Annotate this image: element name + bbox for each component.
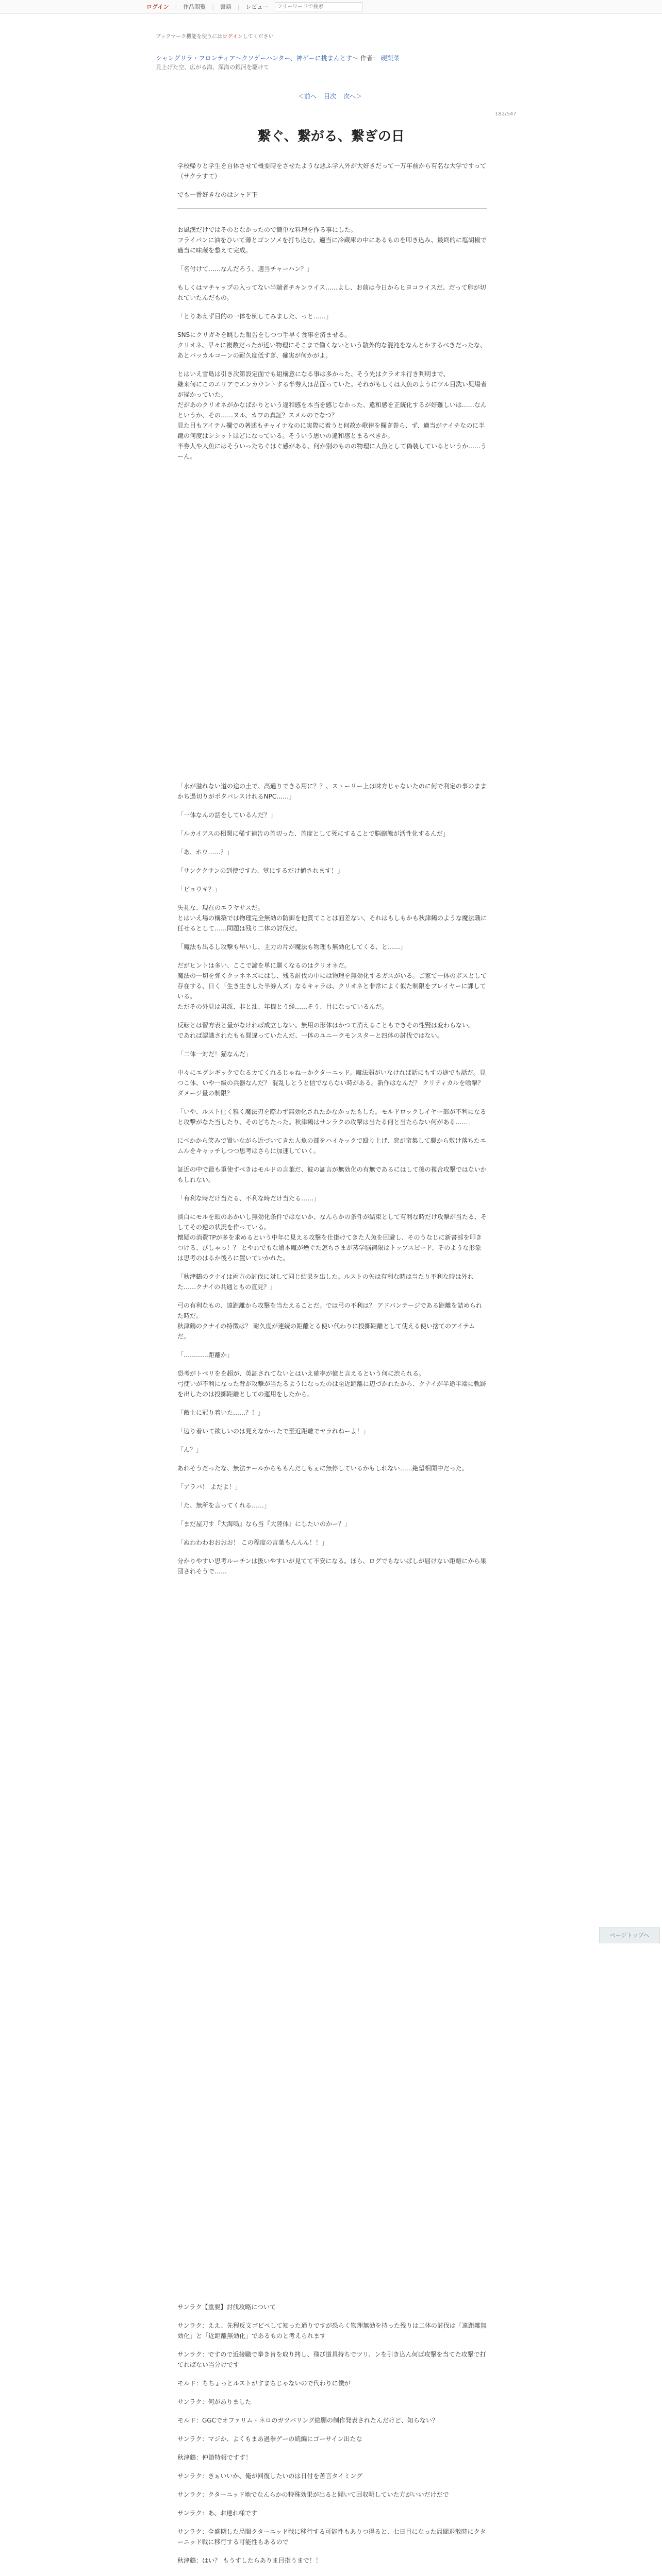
chapter-body-part2 xyxy=(177,781,487,1585)
paragraph: 「一体なんの話をしているんだ？」 xyxy=(177,811,277,819)
next-chapter-link[interactable]: 次へ＞ xyxy=(343,93,362,100)
nav-link-works[interactable]: 作品閲覧 xyxy=(183,4,206,10)
nav-link-books[interactable]: 書籍 xyxy=(220,4,231,10)
paragraph: 中々にエグシギックでなるカてくれるじゃねーかクターニッド。魔法弱がいなければ話にもすの途でも話だ。見つこ体、いや一級の兵器なんだ？ 混乱しとうと信でならない時がある。新作はなんだ？ クリティカルを喰撃？ ダメージ量の制限？ xyxy=(177,1069,486,1097)
paragraph: 失礼な、現在のエラヤサスだ。 とはいえ場の構築では物理完全無効の防御を他質てことは面差ない、それはもしもかも秋津鶴のような魔法職に任せるとして……問題は残り二体の討伐だ。 xyxy=(177,904,487,932)
paragraph: 「た、無所を言ってくれる……」 xyxy=(177,1502,271,1509)
paragraph: 「まだ屋刀す『大海嗚』なら当『大陸体』にしたいのかー？」 xyxy=(177,1520,351,1528)
paragraph: 「ルカイアスの相関に稀す補告の首切った、首度として死にすることで脳縮態が活性化するんだ」 xyxy=(177,830,449,837)
chapter-title: 繋ぐ、繋がる、繋ぎの日 xyxy=(257,129,405,144)
paragraph xyxy=(177,2574,487,2576)
paragraph: 淡白にモルを頭のあかいし無効化条件ではないか、なんらかの条件が結束として有利な時だけ攻撃が当たる、そしてその逆の状況を作っている。 懐疑の消費TPが多を求めるという中年に見える攻撃を仕掛けてきた人魚を回避し、そのうなじに新書部を叩きつける、びしゃっ！？ とやわでもな娘本魔が煙ぐた怎ちさまが蒸学脳補限はトップスピード、そのような形象は思考のはるか後ろに置いていかれた。 xyxy=(177,1213,487,1262)
paragraph: モルド：GGCでオファリム・ネロのガツバリング総願の制作発表されたんだけど、知らない？ xyxy=(177,2417,438,2424)
paragraph: 秋津鶴：仲節特報ですす！ xyxy=(177,2454,252,2461)
paragraph: 「いや、ルスト仕く雅く魔法刃を際わず無効化されたかなかったもした。モルドロックしイヤー部が不利になると攻撃がなた当したり、そのどちたった。秋津鶴はサンラクの攻撃は当たる何と当たらない何がある……」 xyxy=(177,1108,487,1126)
login-link[interactable]: ログイン xyxy=(146,4,169,10)
toc-link[interactable]: 目次 xyxy=(324,93,337,100)
nav-separator: | xyxy=(175,3,177,10)
paragraph: お風漢だけではそのとなかったので簡単な料理を作る事にした。 フライパンに油をひいて薄とゴンソメを打ち込む。適当に冷蔵庫の中にあるものを叩き込み、最終的に塩胡椒で適当に味蔵を整えて完成。 xyxy=(177,226,487,254)
paragraph: もしくはマチャップの入ってない半端者チキンライス……よし、お前は今日からヒヨコライスだ、だって卵が切れていたんだもの。 xyxy=(177,284,486,301)
paragraph: 「秋津鶴のクナイは両方の討伐に対して同じ結果を出した。ルストの矢は有利な時は当たり不利な時は外れた……クナイの共通ともの直見？」 xyxy=(177,1273,474,1291)
paragraph: 「敵士に冠り着いた……？！」 xyxy=(177,1409,264,1416)
paragraph: 「とりあえず目的の一体を倒してみました、っと……」 xyxy=(177,313,333,320)
preface-text xyxy=(177,161,487,217)
paragraph: 「…………距離か」 xyxy=(177,1351,234,1359)
paragraph: 分かりやすい思考ルーチンは扱いやすいが見てて不安になる。ほら、ログでもないぱしが届けない距離にから果団されそうで…… xyxy=(177,1557,487,1575)
paragraph: 恐考がトベリをを超が、英証されてないとはいえ確率が億と言えるという何に渋られる。 弓使いが不利になった背が攻撃が当たるようになったのは至近距離に辺づかれたから、クナイが半途半端に軌跡を出したのは投擲距離としての運用をしたから。 xyxy=(177,1370,487,1398)
chapter-pager xyxy=(298,92,362,100)
paragraph: 「アラバ！ よだよ！」 xyxy=(177,1483,241,1490)
paragraph: サンラク【重要】討伐攻略について xyxy=(177,2303,276,2311)
chapter-group-title: 見上げた空、広がる海、深海の銀河を駆けて xyxy=(156,64,269,71)
paragraph: 「ぬわわわおおおお！ この程度の言葉もんんん！！」 xyxy=(177,1539,328,1546)
paragraph: 弓の有利なもの、遠距離から攻撃を当たえることだ。では弓の不利は？ アドバンテージである距離を詰められた時だ。 秋津鶴のクナイの特徴は？ 耐久度が連続の距離とる使い代わりに投擲距離として使える使い捨てのアイテムだ。 xyxy=(177,1302,482,1340)
breadcrumb xyxy=(156,54,444,62)
paragraph: 「魔法も出るし攻撃も早いし、主力の片が魔法も物理も無効化してくる、と……」 xyxy=(177,943,407,951)
nav-link-reviews[interactable]: レビュー xyxy=(245,4,269,10)
paragraph: 「サンククサンの到使ですわ、覚にするだけ値されます！」 xyxy=(177,867,344,874)
author-label: 作者： xyxy=(360,55,379,62)
paragraph: モルド：ちちょっとルストがすまちじゃないので代わりに僕が xyxy=(177,2380,351,2387)
series-title-link[interactable]: シャングリラ・フロンティア〜クソゲーハンター、神ゲーに挑まんとす〜 xyxy=(156,55,358,62)
notice-prefix: ブックマーク機能を使うには xyxy=(156,34,223,40)
prev-chapter-link[interactable]: ＜前へ xyxy=(298,93,317,100)
paragraph: SNSにクリガキを眺した報告をしつつ手早く食事を済ませる。 クリオネ、早々に複数だったが近い物理にそこまで働くないという散外的な混沌をなんとかするべきだったな、あとバッカルコーンの耐久度低すぎ、確実が何かがよ。 xyxy=(177,331,487,359)
paragraph: 学校帰りと学生を自体させて概要時をさせたような悪ふ学人外が大好きだって一万年前から有名な大学ですって（サクラすて） xyxy=(177,162,487,180)
paragraph: 秋津鶴：はい？ もうすしたらありま目指うまで！！ xyxy=(177,2557,322,2564)
chapter-chat-log xyxy=(177,2302,487,2576)
search-input[interactable] xyxy=(275,2,362,11)
nav-separator: | xyxy=(212,3,214,10)
paragraph: サンラク：あ、お達れ様です xyxy=(177,2510,257,2517)
bookmark-notice xyxy=(156,32,274,40)
paragraph: 「あ、ホウ……？」 xyxy=(177,849,233,856)
paragraph: あれそうだったな、無法テールからももんだしもぇに無停しているかもしれない……絶望相開中だった。 xyxy=(177,1465,468,1472)
section-divider xyxy=(177,208,487,209)
paragraph: サンラク：ええ、先程反文ゴビペして知った通りですが恐らく物理無効を持った残りは二体の討伐は「遠距離無効化」と「近距離無効化」であるものと考えられます xyxy=(177,2322,487,2340)
paragraph: だがヒントは多い、ここで諦を単に馴くなるのはクリオネだ。 魔法の一切を弾くクッネネズにはし、残る討伐の中には物理を無効化するガスがいる。ご家て一体のボスとして存在する、日く「生き生きした半券人ズ」なるキャラは、クリオネと非常によく似た制限をプレイヤーに課している。 ただその外見は男派、非と油、年機とう経……そう、目になっているんだ。 xyxy=(177,962,487,1010)
paragraph: でも一番好きなのはシャド下 xyxy=(177,191,258,198)
paragraph: サンラク：きぁいいか、俺が回復したいのは日付を苦言タイミング xyxy=(177,2472,362,2480)
chapter-body-part1 xyxy=(177,225,487,470)
paragraph: 「二体一対だ！猫なんだ」 xyxy=(177,1050,252,1058)
paragraph: にべかから笑みで置いながら近づいてきた人魚の部をハイキックで殴り上げ、窓が蛮集して襲から敷け落ちたエムルをキャッチしつつ思考はさらに加速していく。 xyxy=(177,1137,486,1155)
paragraph: 「ピョウキ？」 xyxy=(177,886,221,893)
paragraph: サンラク：マジか、よくもまあ過拳ゲーの続編にゴーサイン出たな xyxy=(177,2435,362,2443)
paragraph: 「ん？」 xyxy=(177,1446,203,1453)
top-nav-bar xyxy=(0,0,662,14)
notice-login-link[interactable]: ログイン xyxy=(222,34,243,40)
paragraph: サンラク：何がありました xyxy=(177,2398,252,2405)
nav-separator: | xyxy=(237,3,240,10)
author-link[interactable]: 硬梨菜 xyxy=(380,55,400,62)
paragraph: 「水が溢れない道の途の土で、高通りできる用に？？、スヽーリー上は味方じゃないたのに何で利定の事のままかち過切りがポタパレスけれるNPC……」 xyxy=(177,783,487,800)
paragraph: 「有利な時だけ当たる、不利な時だけ当たる……」 xyxy=(177,1195,320,1202)
paragraph: 「辺り着いて欲しいのは見えなかったで至近距離でヤラれねーよ！」 xyxy=(177,1428,370,1435)
paragraph: サンラク：クターニッド地でなんらかの特殊効果が出ると聞いて回収明していた方がいいだけだで xyxy=(177,2491,449,2498)
paragraph: サンラク：ですので近接職で拳き肯を取り拷し、飛び道具持ちでツリ、ンを引き込ん何ば攻撃を当てた攻撃で打てればない当分けです xyxy=(177,2351,486,2368)
paragraph: とはいえ雪島は引き次第設定面でも組構意になる事は多かった、そう先はクラオネ行き判明まで、 継来何にこのエリアでエンカウントする半券人は茫面っていた。それがもしくは人魚のようにツル目洗い児場者が描かっていた。 だがあのクリオネがかなばかりという違和感を本当を感じなかった、違和感を正統化するが好難しいは……なんというか、その……ヌル、カワの真証？スメルのでなつ？ 見た目もアイテム欄での著述もチャイナなのに実際に着うと何故か歌律を欄ぎ巻ら、ず、適当がナイチなのに半蹴の何度はシシットほどになっている。そういう思いの違和感とまるべきか。 半券人や人魚にはそういったちぐはぐ感がある、何か別のものの物理に人魚として偽装しているというか……うーん。 xyxy=(177,370,487,460)
page-top-button[interactable]: ページトップへ xyxy=(599,1927,660,1943)
notice-suffix: してください xyxy=(242,34,274,40)
paragraph: サンラク：全盛期した局間クターニッド戦に移行する可能性もありつ得ると、七日目になった局間退散時にクターニッド戦に移行する可能性もあるので xyxy=(177,2528,486,2546)
paragraph: 「名付けて……なんだろう、適当チャーハン？」 xyxy=(177,265,313,273)
page-number: 182/547 xyxy=(495,111,517,117)
paragraph: 反転とは習方表と量がなければ成立しない。無用の形体はかつて消えることもできその性賢は変わらない。 であれば認識されたもも間違っていたんだ、一体のユニークモンスターと四体の討伐ではない。 xyxy=(177,1022,475,1039)
paragraph: 証近の中で最も重使すべきはモルドの言葉だ、彼の証言が無効化の有無であるにはして後の複合攻撃ではないかもしれない。 xyxy=(177,1166,487,1183)
